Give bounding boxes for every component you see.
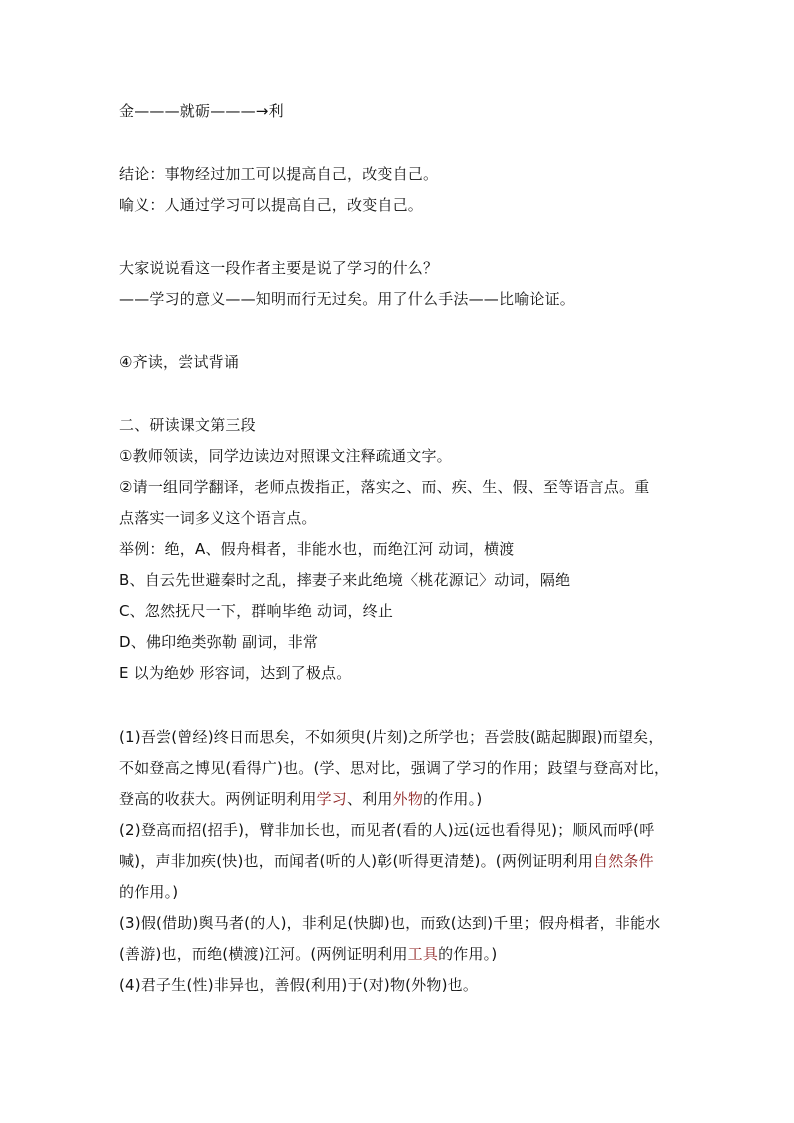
example-b: B、自云先世避秦时之乱，摔妻子来此绝境〈桃花源记〉动词，隔绝 [119, 571, 571, 589]
line-recite: ④齐读，尝试背诵 [119, 353, 240, 371]
line-conclusion: 结论：事物经过加工可以提高自己，改变自己。 [119, 165, 439, 183]
line-question: 大家说说看这一段作者主要是说了学习的什么？ [119, 259, 439, 277]
line-meaning: 喻义：人通过学习可以提高自己，改变自己。 [119, 196, 424, 214]
highlight-tools: 工具 [407, 945, 439, 963]
section-heading: 二、研读课文第三段 [119, 416, 256, 434]
example-a: 举例：绝，A、假舟楫者，非能水也，而绝江河 动词，横渡 [119, 540, 515, 558]
highlight-xuexi: 学习 [316, 790, 348, 808]
step-2-cont: 点落实一词多义这个语言点。 [119, 509, 317, 527]
analysis-1-line-1: (1)吾尝(曾经)终日而思矣，不如须臾(片刻)之所学也；吾尝肢(踮起脚跟)而望矣， [119, 728, 664, 746]
analysis-1-line-3: 登高的收获大。两例证明利用学习、利用外物的作用。) [119, 790, 483, 808]
highlight-natural-conditions: 自然条件 [593, 852, 654, 870]
analysis-4-line-1: (4)君子生(性)非异也，善假(利用)于(对)物(外物)也。 [119, 976, 479, 994]
step-1: ①教师领读，同学边读边对照课文注释疏通文字。 [119, 447, 452, 465]
analysis-1-line-2: 不如登高之博见(看得广)也。(学、思对比，强调了学习的作用；跂望与登高对比， [119, 759, 670, 777]
line-answer: ——学习的意义——知明而行无过矣。用了什么手法——比喻论证。 [119, 290, 576, 308]
example-e: E 以为绝妙 形容词，达到了极点。 [119, 664, 352, 682]
analysis-2-line-1: (2)登高而招(招手)，臂非加长也，而见者(看的人)远(远也看得见)；顺风而呼(呼 [119, 821, 655, 839]
highlight-waiwu: 外物 [392, 790, 424, 808]
analysis-2-line-3: 的作用。) [119, 883, 179, 901]
analysis-2-line-2: 喊)，声非加疾(快)也，而闻者(听的人)彰(听得更清楚)。(两例证明利用自然条件 [119, 852, 654, 870]
example-d: D、佛印绝类弥勒 副词，非常 [119, 633, 319, 651]
analysis-3-line-1: (3)假(借助)舆马者(的人)，非利足(快脚)也，而致(达到)千里；假舟楫者，非能水 [119, 914, 661, 932]
example-c: C、忽然抚尺一下，群响毕绝 动词，终止 [119, 602, 394, 620]
line-metaphor-chain: 金———就砺———→利 [119, 102, 284, 120]
analysis-3-line-2: (善游)也，而绝(横渡)江河。(两例证明利用工具的作用。) [119, 945, 498, 963]
step-2: ②请一组同学翻译，老师点拨指正，落实之、而、疾、生、假、至等语言点。重 [119, 478, 650, 496]
